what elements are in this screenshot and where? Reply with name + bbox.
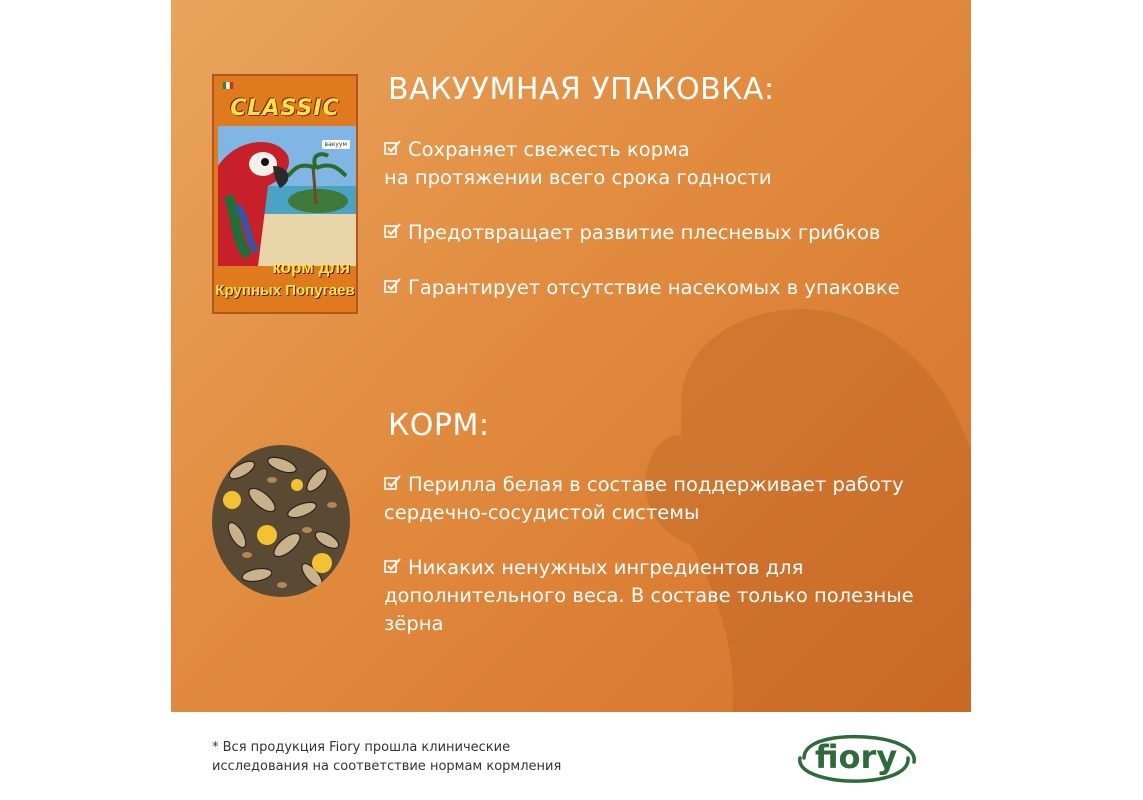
footer-line1: * Вся продукция Fiory прошла клинические [212,740,511,755]
section1-heading: ВАКУУМНАЯ УПАКОВКА: [388,72,775,107]
check-icon [384,274,404,302]
section1-item-3 [384,274,900,302]
seed-mix-image [212,445,350,597]
section1-item-1 [384,136,772,192]
section2-item-1-line1: Перилла белая в составе поддерживает работу [408,473,904,496]
package-brand: CLASSIC [230,96,340,121]
section1-item-2 [384,219,880,247]
section1-item-1-line1: Сохраняет свежесть корма [408,138,690,161]
check-icon [384,219,404,247]
check-icon [384,471,404,499]
section2-item-2-line2: дополнительного веса. В составе только полезные [384,584,914,607]
check-icon [384,554,404,582]
section2-item-2-line1: Никаких ненужных ингредиентов для [408,556,804,579]
section2-item-2-line3: зёрна [384,612,444,635]
promo-card [171,0,971,712]
section1-item-3-line1: Гарантирует отсутствие насекомых в упаковке [408,276,900,299]
footer-note [212,738,561,776]
package-badge: вакуум [322,140,350,149]
section2-item-1-line2: сердечно-сосудистой системы [384,501,700,524]
product-package [212,74,358,314]
section2-item-2 [384,554,914,638]
check-icon [384,136,404,164]
package-line2: Крупных Попугаев [215,282,355,299]
italy-flag-icon [220,82,236,89]
fiory-logo [786,728,926,788]
package-line1: корм для [272,258,350,277]
section1-item-1-line2: на протяжении всего срока годности [384,166,772,189]
section2-item-1 [384,471,904,527]
section2-heading: КОРМ: [388,408,490,443]
footer-line2: исследования на соответствие нормам кормления [212,759,562,774]
logo-text: fiory [814,738,898,776]
section1-item-2-line1: Предотвращает развитие плесневых грибков [408,221,881,244]
